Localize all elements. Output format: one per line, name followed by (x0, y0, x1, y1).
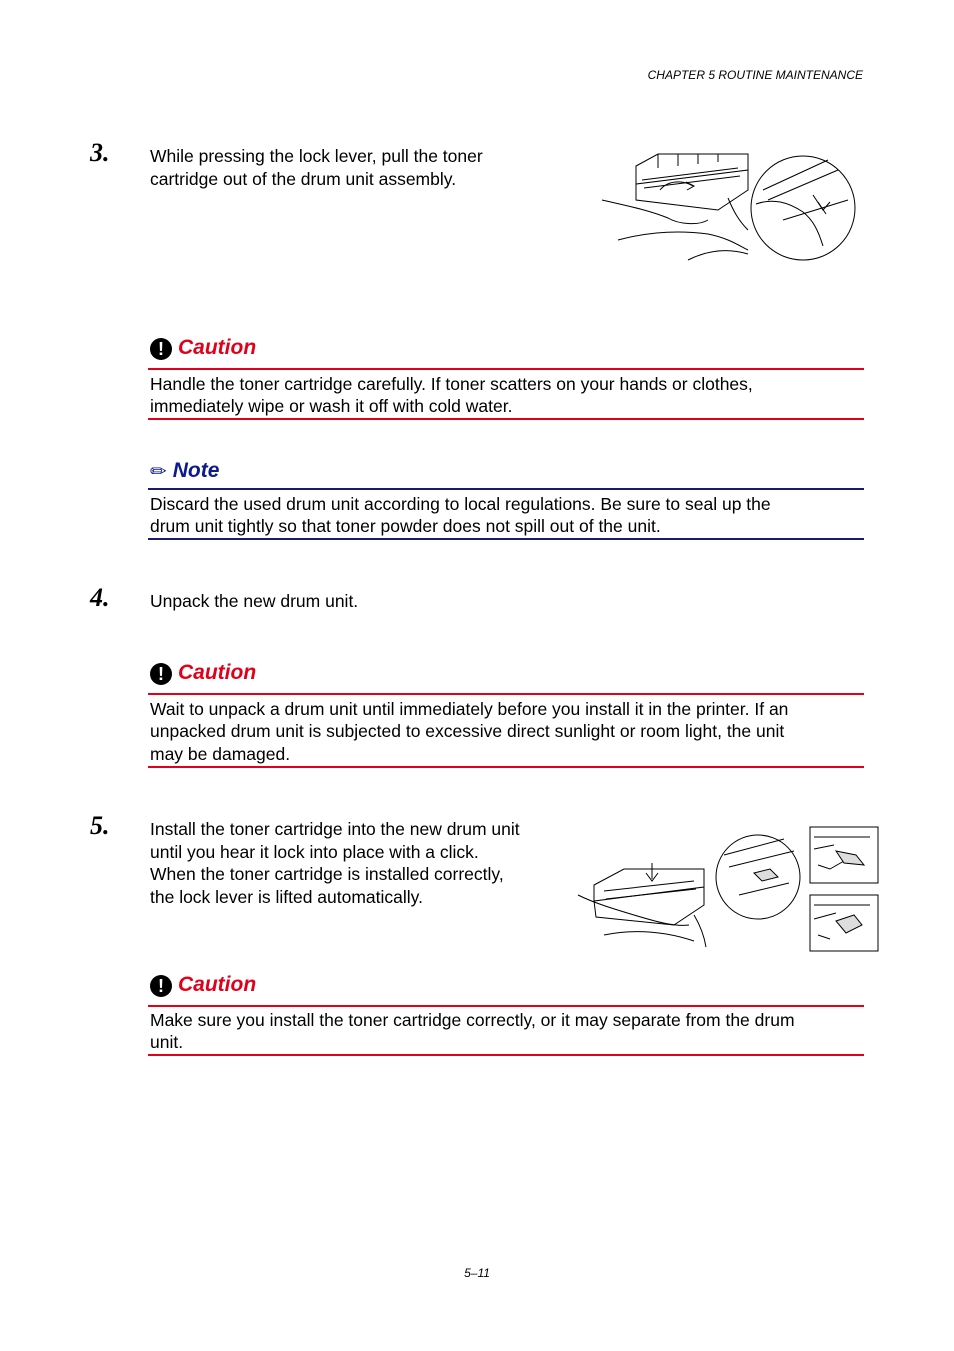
step-number: 3. (90, 138, 110, 167)
caution-title (150, 336, 256, 360)
caution-top-rule (148, 1005, 864, 1007)
caution-text-line: immediately wipe or wash it off with cold water. (150, 396, 513, 417)
exclamation-icon: ! (150, 663, 172, 685)
chapter-header: CHAPTER 5 ROUTINE MAINTENANCE (647, 68, 863, 82)
note-label: Note (172, 459, 220, 482)
note-title (150, 459, 219, 483)
pencil-icon: ✏ (150, 459, 167, 483)
caution-text-line: unit. (150, 1032, 184, 1053)
caution-title (150, 661, 256, 685)
caution-top-rule (148, 368, 864, 370)
step-number: 4. (90, 583, 110, 612)
caution-label: Caution (178, 973, 257, 996)
caution-text-line: Wait to unpack a drum unit until immediately before you install it in the printer. If an (150, 699, 789, 719)
caution-bottom-rule (148, 418, 864, 420)
step-text-line: until you hear it lock into place with a click. (150, 841, 479, 862)
exclamation-icon: ! (150, 338, 172, 360)
note-text (150, 493, 866, 538)
caution-text-line: Handle the toner cartridge carefully. If toner scatters on your hands or clothes, (150, 374, 753, 394)
step-text (150, 590, 358, 613)
caution-top-rule (148, 693, 864, 695)
install-toner-illustration (574, 825, 880, 953)
caution-text-line: Make sure you install the toner cartridge correctly, or it may separate from the drum (150, 1010, 795, 1030)
caution-label: Caution (178, 336, 257, 359)
caution-bottom-rule (148, 766, 864, 768)
caution-text-line: unpacked drum unit is subjected to excessive direct sunlight or room light, the unit (150, 721, 785, 742)
note-text-line: Discard the used drum unit according to local regulations. Be sure to seal up the (150, 494, 771, 514)
caution-label: Caution (178, 661, 257, 684)
step-text (150, 818, 520, 908)
caution-text (150, 1009, 866, 1054)
step-text-line: When the toner cartridge is installed correctly, (150, 864, 504, 884)
note-top-rule (148, 488, 864, 490)
step-text-line: Install the toner cartridge into the new drum unit (150, 819, 520, 839)
step-text-line: cartridge out of the drum unit assembly. (150, 168, 457, 189)
step-number: 5. (90, 811, 110, 840)
remove-toner-illustration (598, 150, 864, 272)
step-text-line: While pressing the lock lever, pull the toner (150, 146, 483, 166)
page-number: 5–11 (464, 1266, 490, 1280)
caution-text (150, 373, 866, 418)
step-text-line: Unpack the new drum unit. (150, 591, 359, 611)
step-text-line: the lock lever is lifted automatically. (150, 886, 423, 907)
step-text (150, 145, 483, 190)
exclamation-icon: ! (150, 975, 172, 997)
caution-text (150, 698, 866, 765)
caution-bottom-rule (148, 1054, 864, 1056)
note-text-line: drum unit tightly so that toner powder does not spill out of the unit. (150, 516, 661, 537)
note-bottom-rule (148, 538, 864, 540)
caution-title (150, 973, 256, 997)
caution-text-line: may be damaged. (150, 743, 291, 764)
